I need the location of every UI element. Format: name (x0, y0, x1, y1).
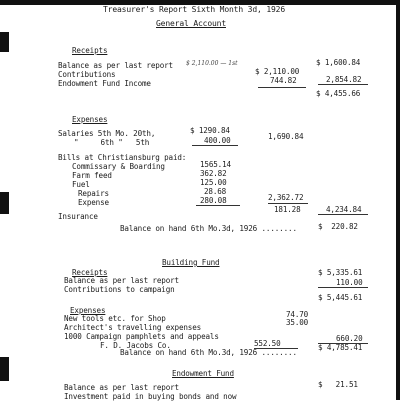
binder-mark-bottom (0, 357, 9, 381)
section-endowment-fund: Endowment Fund (172, 369, 234, 378)
salary-amount-2: 400.00 (204, 136, 231, 145)
bills-label: Bills at Christiansburg paid: (58, 153, 187, 162)
building-balance-amount: $ 5,335.61 (318, 268, 363, 277)
receipts-sum-amount: 2,854.82 (326, 75, 362, 84)
bill-item-label: Repairs (78, 189, 109, 198)
building-receipts-rule (318, 287, 368, 288)
salaries-rule (192, 145, 238, 146)
building-item-label: F. D. Jacobs Co. (100, 341, 171, 350)
building-contrib-amount: 110.00 (336, 278, 363, 287)
binder-mark-top (0, 32, 9, 52)
bill-item-amount: 280.08 (200, 196, 227, 205)
building-cash-amount: $ 4,785.41 (318, 343, 363, 352)
receipts-sub-amount-1: $ 2,110.00 (255, 67, 300, 76)
bills-rule (196, 205, 240, 206)
salary-amount-1: $ 1290.84 (190, 126, 230, 135)
contributions-label: Contributions (58, 70, 116, 79)
building-receipts-heading: Receipts (72, 268, 108, 277)
building-item-label: 1000 Campaign pamphlets and appeals (64, 332, 219, 341)
building-item-amount: 35.00 (286, 318, 309, 327)
section-building-fund: Building Fund (162, 258, 220, 267)
bill-item-amount: 28.68 (204, 187, 227, 196)
receipts-total-rule (318, 84, 368, 85)
building-contrib-label: Contributions to campaign (64, 285, 175, 294)
insurance-amount: 181.28 (274, 205, 301, 214)
general-cash-amount: $ 220.82 (318, 222, 358, 231)
receipts-sub-rule (258, 87, 306, 88)
building-item-label: New tools etc. for Shop (64, 314, 166, 323)
handwritten-note: $ 2,110.00 — 1st (186, 60, 238, 67)
receipts-heading: Receipts (72, 46, 108, 55)
bill-item-label: Farm feed (72, 171, 112, 180)
expenses-total: 4,234.84 (326, 205, 362, 214)
building-item-amount: 552.50 (254, 339, 281, 348)
salaries-total: 1,690.84 (268, 132, 304, 141)
salaries-label-2: " 6th " 5th (74, 138, 150, 147)
general-cash-label: Balance on hand 6th Mo.3d, 1926 ........ (120, 224, 297, 233)
bill-item-amount: 362.82 (200, 169, 227, 178)
insurance-label: Insurance (58, 212, 98, 221)
endowment-line-1-amount: $ 21.51 (318, 380, 358, 389)
insurance-top-rule (268, 203, 308, 204)
report-title: Treasurer's Report Sixth Month 3d, 1926 (103, 5, 285, 14)
bill-item-amount: 1565.14 (200, 160, 231, 169)
bill-item-amount: 125.00 (200, 178, 227, 187)
building-cash-label: Balance on hand 6th Mo.3d, 1926 ........ (120, 348, 297, 357)
expenses-total-rule (318, 214, 368, 215)
building-receipts-total: $ 5,445.61 (318, 293, 363, 302)
receipts-sub-amount-2: 744.82 (270, 76, 297, 85)
endowment-line-1: Balance as per last report (64, 383, 179, 392)
bill-item-label: Fuel (72, 180, 90, 189)
building-expenses-total: 660.20 (336, 334, 363, 343)
salaries-label: Salaries 5th Mo. 20th, (58, 129, 156, 138)
building-balance-label: Balance as per last report (64, 276, 179, 285)
binder-mark-middle (0, 192, 9, 214)
building-item-amount: 74.70 (286, 310, 309, 319)
endowment-income-label: Endowment Fund Income (58, 79, 151, 88)
building-item-label: Architect's travelling expenses (64, 323, 202, 332)
building-expenses-heading: Expenses (70, 306, 106, 315)
receipts-balance-amount: $ 1,600.84 (316, 58, 361, 67)
receipts-total: $ 4,455.66 (316, 89, 361, 98)
bill-item-label: Commissary & Boarding (72, 162, 165, 171)
bill-item-label: Expense (78, 198, 109, 207)
endowment-line-2: Investment paid in buying bonds and now (64, 392, 237, 401)
balance-last-report-label: Balance as per last report (58, 61, 173, 70)
bills-total: 2,362.72 (268, 193, 304, 202)
section-general-account: General Account (156, 19, 226, 28)
expenses-heading: Expenses (72, 115, 108, 124)
scan-edge-right (396, 0, 400, 400)
